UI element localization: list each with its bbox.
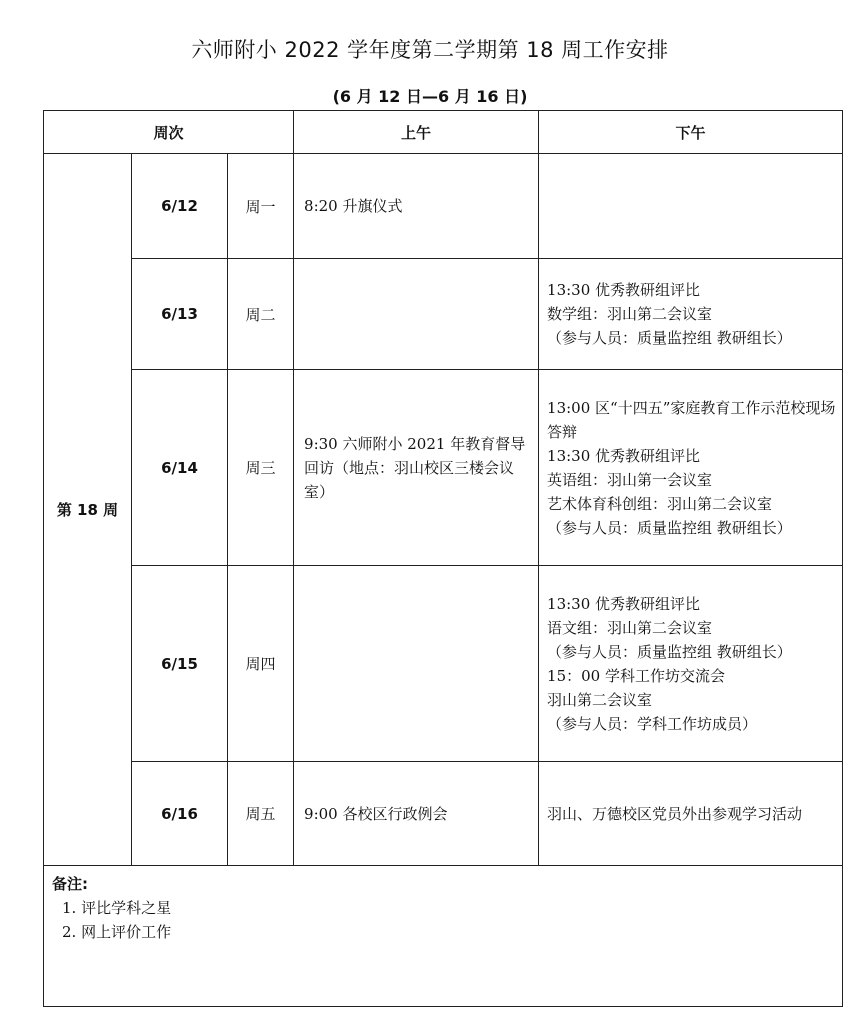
row-morning [294, 154, 539, 259]
header-afternoon: 下午 [539, 111, 843, 154]
afternoon-line: 羽山第二会议室 [547, 690, 653, 709]
row-morning [294, 370, 539, 566]
row-morning [294, 259, 539, 370]
afternoon-line: 13:30 优秀教研组评比 [547, 446, 701, 465]
row-afternoon [539, 762, 843, 866]
notes-item: 1. 评比学科之星 [62, 899, 172, 917]
afternoon-line: 15：00 学科工作坊交流会 [547, 666, 725, 685]
row-day: 周一 [228, 154, 294, 259]
notes-cell [44, 866, 843, 1007]
notes-title: 备注: [52, 875, 88, 893]
page-title: 六师附小 2022 学年度第二学期第 18 周工作安排 [191, 38, 669, 62]
afternoon-line: （参与人员：质量监控组 教研组长） [547, 518, 792, 537]
row-morning [294, 566, 539, 762]
table-row [44, 566, 843, 762]
row-morning [294, 762, 539, 866]
afternoon-line: 数学组：羽山第二会议室 [547, 305, 713, 323]
schedule-table [43, 110, 843, 1007]
header-morning: 上午 [294, 111, 539, 154]
header-row [44, 111, 843, 154]
row-date: 6/15 [132, 566, 228, 762]
morning-line: 8:20 升旗仪式 [304, 197, 403, 215]
week-label: 第 18 周 [44, 154, 132, 866]
afternoon-line: 13:30 优秀教研组评比 [547, 281, 701, 299]
afternoon-line: 英语组：羽山第一会议室 [547, 470, 713, 489]
afternoon-line: 羽山、万德校区党员外出参观学习活动 [547, 804, 803, 823]
morning-line: 9:00 各校区行政例会 [304, 804, 448, 823]
row-day: 周四 [228, 566, 294, 762]
afternoon-line: 语文组：羽山第二会议室 [547, 618, 713, 637]
table-row [44, 154, 843, 259]
afternoon-line: 艺术体育科创组：羽山第二会议室 [547, 494, 773, 513]
row-day: 周二 [228, 259, 294, 370]
afternoon-line: （参与人员：质量监控组 教研组长） [547, 642, 792, 661]
row-day: 周五 [228, 762, 294, 866]
table-row [44, 762, 843, 866]
header-week: 周次 [44, 111, 294, 154]
table-row [44, 259, 843, 370]
notes-item: 2. 网上评价工作 [62, 923, 172, 941]
row-afternoon [539, 566, 843, 762]
row-date: 6/14 [132, 370, 228, 566]
row-date: 6/16 [132, 762, 228, 866]
afternoon-line: 13:00 区“十四五”家庭教育工作示范校现场答辩 [547, 398, 836, 441]
row-day: 周三 [228, 370, 294, 566]
afternoon-line: 13:30 优秀教研组评比 [547, 594, 701, 613]
row-date: 6/12 [132, 154, 228, 259]
row-date: 6/13 [132, 259, 228, 370]
date-range: (6 月 12 日—6 月 16 日) [332, 87, 528, 106]
row-afternoon [539, 259, 843, 370]
morning-line: 9:30 六师附小 2021 年教育督导回访（地点：羽山校区三楼会议室） [304, 434, 526, 501]
afternoon-line: （参与人员：质量监控组 教研组长） [547, 329, 792, 347]
afternoon-line: （参与人员：学科工作坊成员） [547, 714, 758, 733]
row-afternoon [539, 370, 843, 566]
row-afternoon [539, 154, 843, 259]
table-row [44, 370, 843, 566]
notes-row [44, 866, 843, 1007]
